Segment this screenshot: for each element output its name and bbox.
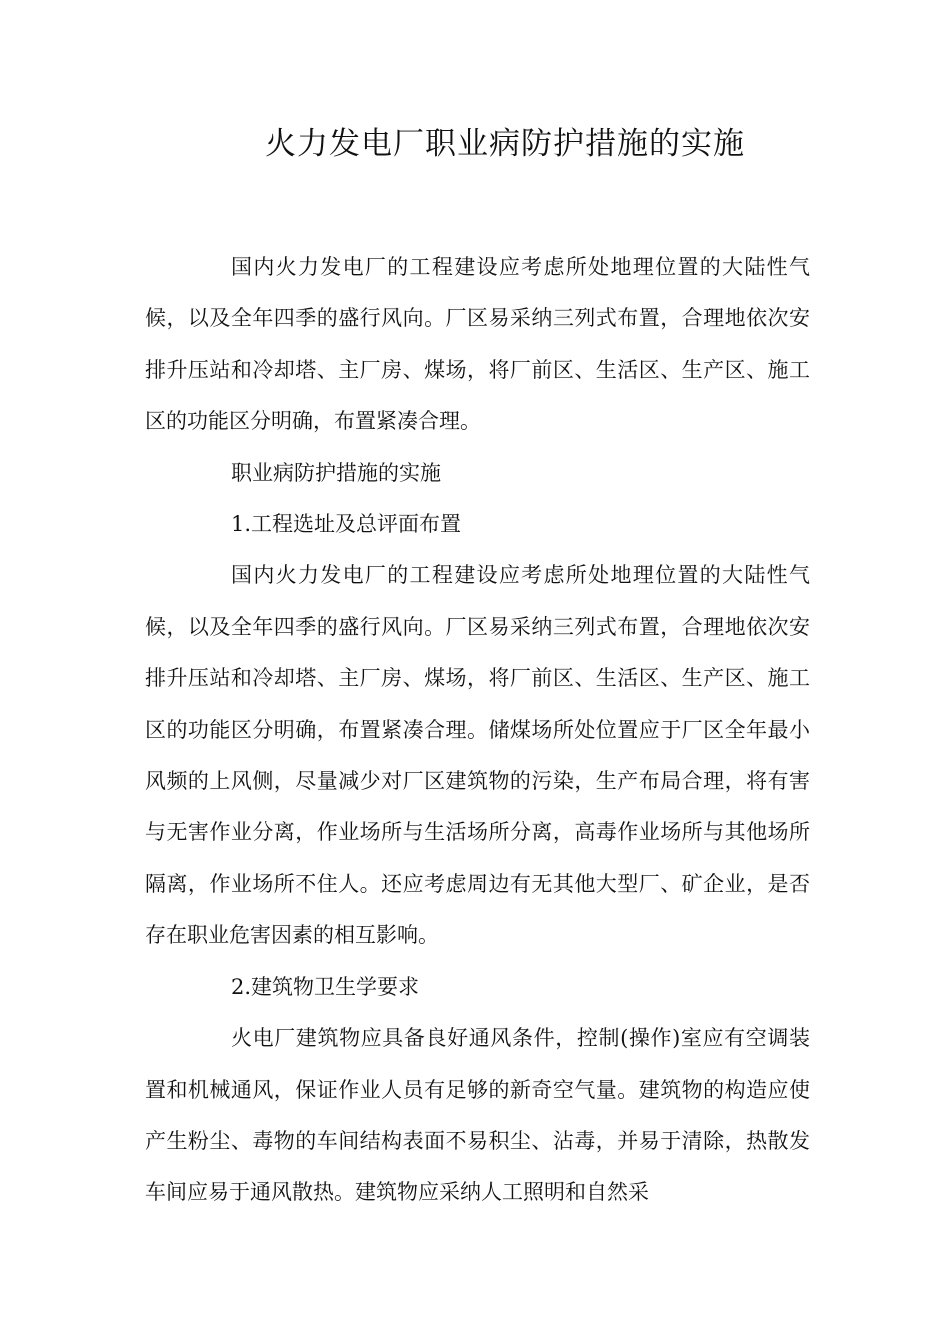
paragraph-site-selection: 国内火力发电厂的工程建设应考虑所处地理位置的大陆性气候，以及全年四季的盛行风向。厂区易采纳三列式布置，合理地依次安排升压站和冷却塔、主厂房、煤场，将厂前区、生活区、生产区、施工区的功能区分明确，布置紧凑合理。储煤场所处位置应于厂区全年最小风频的上风侧，尽量减少对厂区建筑物的污染，生产布局合理，将有害与无害作业分离，作业场所与生活场所分离，高毒作业场所与其他场所隔离，作业场所不住人。还应考虑周边有无其他大型厂、矿企业，是否存在职业危害因素的相互影响。 [145, 563, 810, 948]
document-title: 火力发电厂职业病防护措施的实施 [265, 126, 745, 162]
paragraph-intro: 国内火力发电厂的工程建设应考虑所处地理位置的大陆性气候，以及全年四季的盛行风向。厂区易采纳三列式布置，合理地依次安排升压站和冷却塔、主厂房、煤场，将厂前区、生活区、生产区、施工区的功能区分明确，布置紧凑合理。 [145, 255, 810, 434]
section-heading: 职业病防护措施的实施 [231, 460, 441, 485]
document-body [145, 242, 810, 1219]
subsection-heading-site-selection: 1.工程选址及总评面布置 [231, 512, 462, 537]
subsection-heading-building-hygiene: 2.建筑物卫生学要求 [231, 974, 420, 999]
paragraph-building-hygiene: 火电厂建筑物应具备良好通风条件，控制(操作)室应有空调装置和机械通风，保证作业人员有足够的新奇空气量。建筑物的构造应使产生粉尘、毒物的车间结构表面不易积尘、沾毒，并易于清除，热散发车间应易于通风散热。建筑物应采纳人工照明和自然采 [145, 1026, 810, 1205]
